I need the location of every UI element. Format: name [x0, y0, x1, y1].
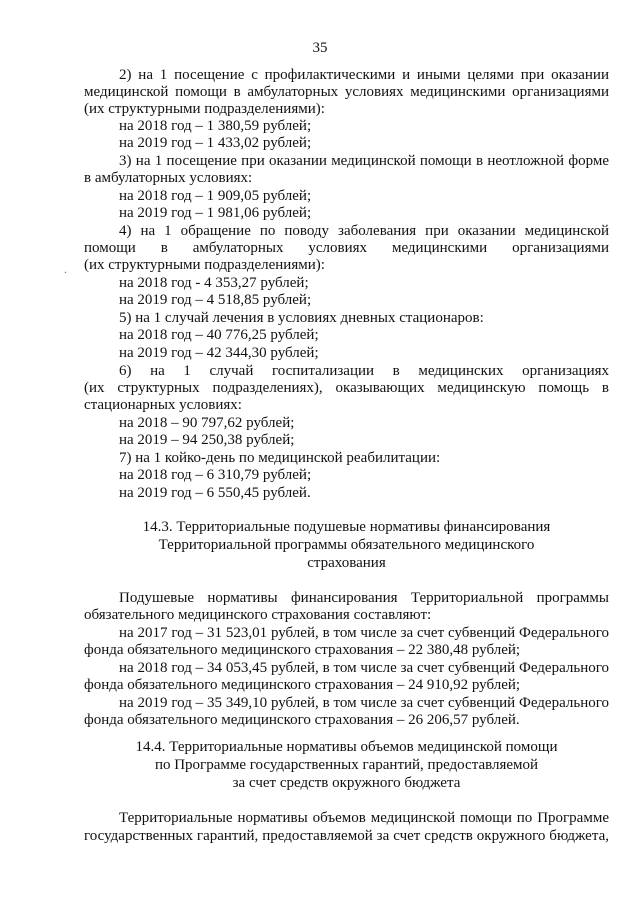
- item2-2019: на 2019 год – 1 433,02 рублей;: [119, 135, 312, 151]
- item3-line1: 3) на 1 посещение при оказании медицинской помощи в неотложной форме: [119, 153, 609, 169]
- item2-line3: (их структурными подразделениями):: [84, 101, 325, 117]
- section-14-3-2019-line1: на 2019 год – 35 349,10 рублей, в том числе за счет субвенций Федерального: [119, 695, 609, 711]
- item4-2018: на 2018 год - 4 353,27 рублей;: [119, 275, 309, 291]
- item3-2019: на 2019 год – 1 981,06 рублей;: [119, 205, 312, 221]
- item2-line1: 2) на 1 посещение с профилактическими и иными целями при оказании: [119, 67, 609, 83]
- item4-2019: на 2019 год – 4 518,85 рублей;: [119, 292, 312, 308]
- item2-line2: медицинской помощи в амбулаторных условиях медицинскими организациями: [84, 84, 609, 100]
- item2-2018: на 2018 год – 1 380,59 рублей;: [119, 118, 312, 134]
- item7-line1: 7) на 1 койко-день по медицинской реабилитации:: [119, 450, 441, 466]
- item3-2018: на 2018 год – 1 909,05 рублей;: [119, 188, 312, 204]
- item6-line1: 6) на 1 случай госпитализации в медицинских организациях: [119, 363, 609, 379]
- page-number: 35: [312, 40, 328, 56]
- item6-line2: (их структурных подразделениях), оказывающих медицинскую помощь в: [84, 380, 609, 396]
- section-14-3-intro-line2: обязательного медицинского страхования составляют:: [84, 607, 432, 623]
- section-14-4-heading-line2: по Программе государственных гарантий, предоставляемой: [154, 757, 539, 773]
- item6-2018: на 2018 – 90 797,62 рублей;: [119, 415, 295, 431]
- item4-line1: 4) на 1 обращение по поводу заболевания при оказании медицинской: [119, 223, 609, 239]
- item7-2019: на 2019 год – 6 550,45 рублей.: [119, 485, 311, 501]
- section-14-3-heading-line1: 14.3. Территориальные подушевые нормативы финансирования: [142, 519, 551, 535]
- section-14-4-intro-line2: государственных гарантий, предоставляемой за счет средств окружного бюджета,: [84, 828, 609, 844]
- item5-2019: на 2019 год – 42 344,30 рублей;: [119, 345, 319, 361]
- item7-2018: на 2018 год – 6 310,79 рублей;: [119, 467, 312, 483]
- item5-line1: 5) на 1 случай лечения в условиях дневных стационаров:: [119, 310, 484, 326]
- item4-line3: (их структурными подразделениями):: [84, 257, 325, 273]
- section-14-4-intro-line1: Территориальные нормативы объемов медицинской помощи по Программе: [119, 810, 609, 826]
- section-14-3-2018-line1: на 2018 год – 34 053,45 рублей, в том числе за счет субвенций Федерального: [119, 660, 609, 676]
- section-14-3-2018-line2: фонда обязательного медицинского страхования – 24 910,92 рублей;: [84, 677, 521, 693]
- section-14-3-intro-line1: Подушевые нормативы финансирования Территориальной программы: [119, 590, 609, 606]
- item6-2019: на 2019 – 94 250,38 рублей;: [119, 432, 295, 448]
- scan-mark: .: [64, 262, 67, 276]
- item6-line3: стационарных условиях:: [84, 397, 242, 413]
- item4-line2: помощи в амбулаторных условиях медицинскими организациями: [84, 240, 609, 256]
- section-14-4-heading-line3: за счет средств окружного бюджета: [232, 775, 461, 791]
- section-14-3-heading-line3: страхования: [307, 555, 386, 571]
- section-14-4-heading-line1: 14.4. Территориальные нормативы объемов медицинской помощи: [135, 739, 558, 755]
- section-14-3-heading-line2: Территориальной программы обязательного медицинского: [158, 537, 535, 553]
- item5-2018: на 2018 год – 40 776,25 рублей;: [119, 327, 319, 343]
- item3-line2: в амбулаторных условиях:: [84, 170, 253, 186]
- section-14-3-2019-line2: фонда обязательного медицинского страхования – 26 206,57 рублей.: [84, 712, 520, 728]
- section-14-3-2017-line1: на 2017 год – 31 523,01 рублей, в том числе за счет субвенций Федерального: [119, 625, 609, 641]
- section-14-3-2017-line2: фонда обязательного медицинского страхования – 22 380,48 рублей;: [84, 642, 521, 658]
